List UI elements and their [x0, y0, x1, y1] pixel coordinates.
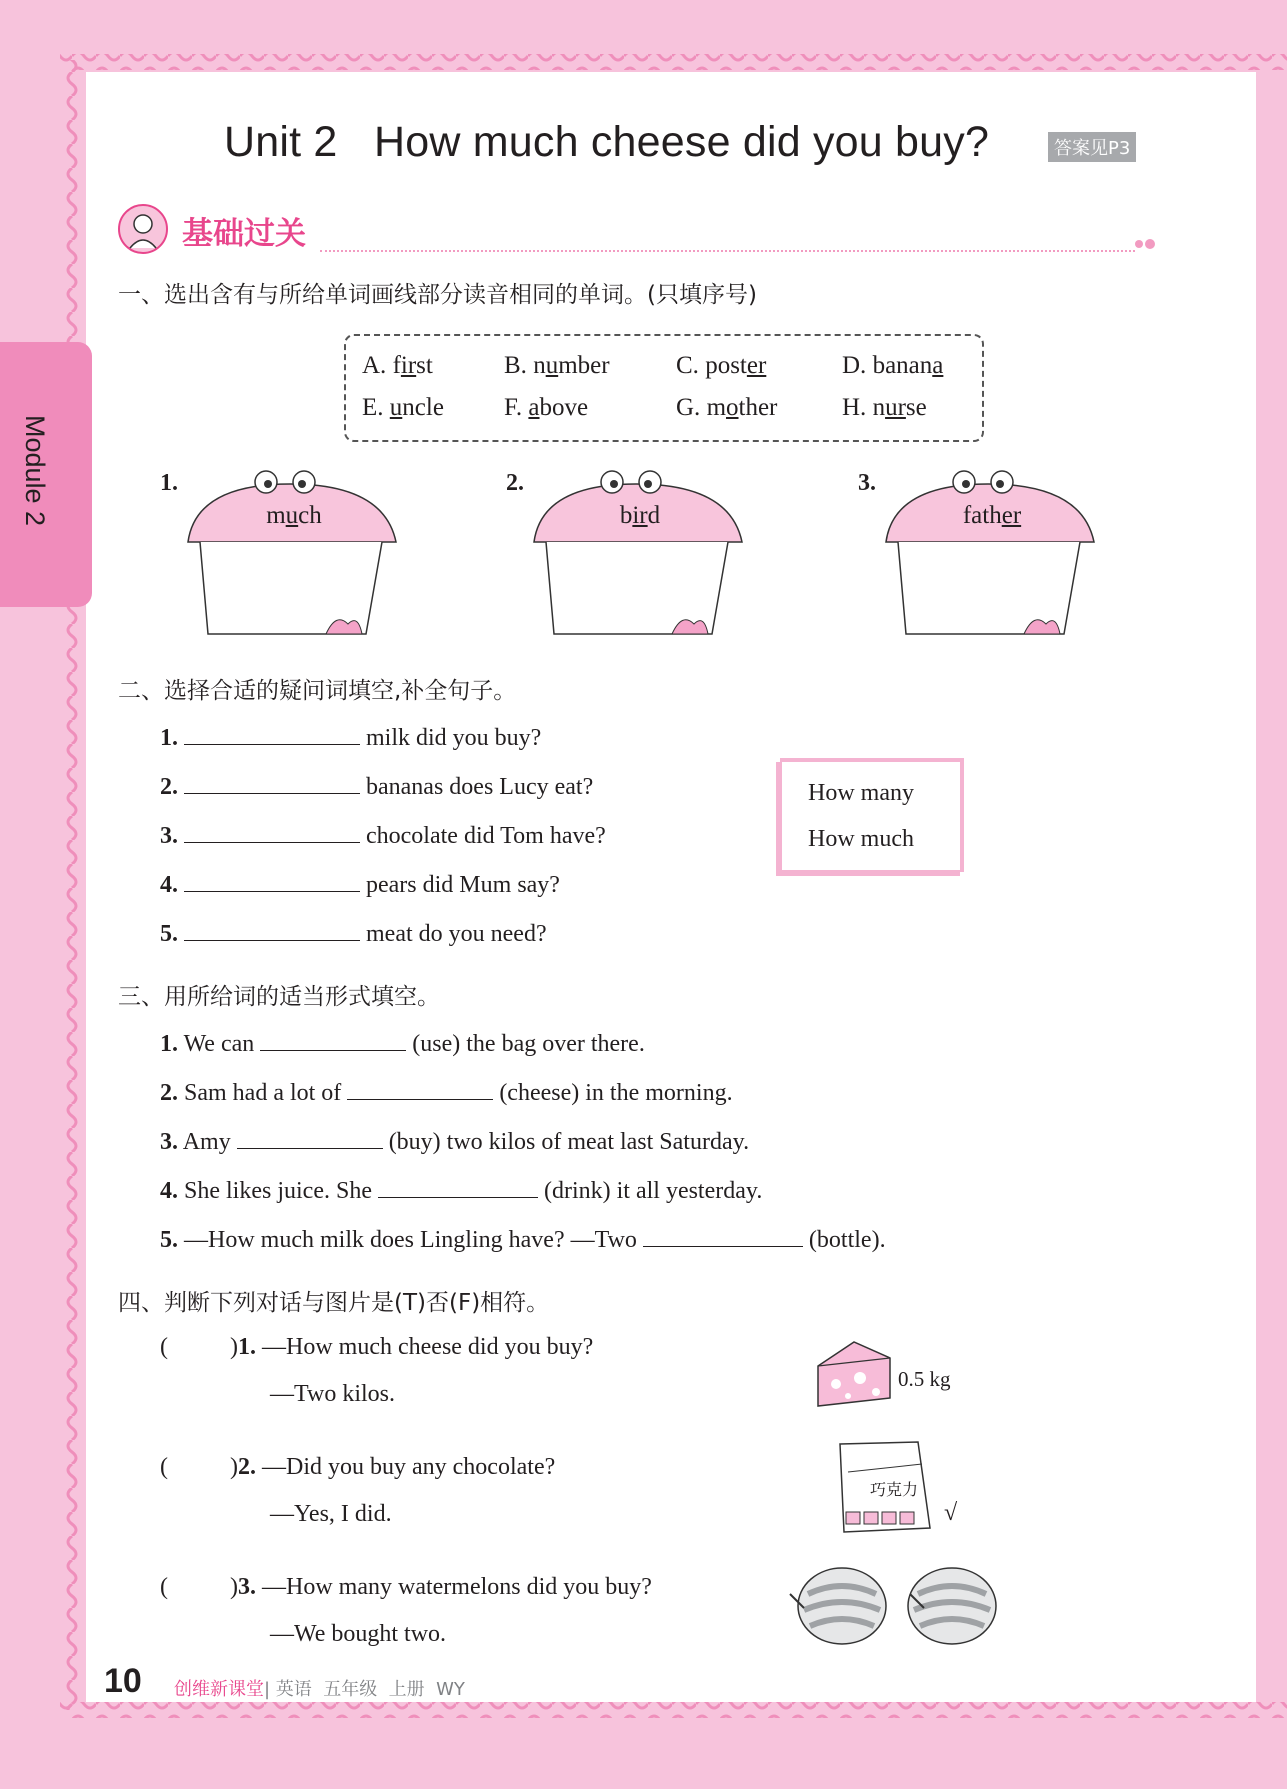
student-icon [116, 202, 170, 256]
q2-item-4: 4. pears did Mum say? [160, 869, 560, 899]
section-title: 基础过关 [182, 216, 306, 252]
option-how-much: How much [808, 826, 914, 852]
q1-item-1-number: 1. [160, 470, 178, 496]
q4-item-2-answer: —Yes, I did. [270, 1501, 392, 1527]
chocolate-label: 巧克力 [870, 1480, 919, 1499]
q4-answer-1[interactable] [174, 1332, 224, 1354]
q2-item-5: 5. meat do you need? [160, 918, 547, 948]
q4-heading: 四、判断下列对话与图片是(T)否(F)相符。 [118, 1290, 550, 1316]
q2-blank-2[interactable] [184, 771, 360, 794]
dots-decoration [1134, 236, 1158, 252]
q3-blank-1[interactable] [260, 1028, 406, 1051]
q4-answer-2[interactable] [174, 1452, 224, 1474]
q4-item-1-answer: —Two kilos. [270, 1381, 395, 1407]
q2-blank-5[interactable] [184, 918, 360, 941]
q3-blank-3[interactable] [237, 1126, 383, 1149]
basket-3 [884, 464, 1096, 640]
q2-blank-4[interactable] [184, 869, 360, 892]
choice-d: D. banana [842, 352, 944, 379]
watermelons-image [786, 1564, 1008, 1650]
choice-h: H. nurse [842, 394, 927, 421]
section-divider [320, 250, 1135, 252]
q4-item-3: ( )3. —How many watermelons did you buy? [160, 1574, 652, 1600]
word-father: father [962, 502, 1022, 529]
page-title: Unit 2 How much cheese did you buy? [224, 118, 990, 166]
word-bird: bird [619, 502, 661, 529]
word-much: much [266, 502, 322, 529]
q1-heading: 一、选出含有与所给单词画线部分读音相同的单词。(只填序号) [118, 282, 757, 308]
q4-item-3-answer: —We bought two. [270, 1621, 447, 1647]
q3-heading: 三、用所给词的适当形式填空。 [118, 984, 440, 1010]
q3-blank-5[interactable] [643, 1224, 803, 1247]
page-number: 10 [104, 1662, 142, 1700]
q4-item-1: ( )1. —How much cheese did you buy? [160, 1334, 594, 1360]
q3-item-5: 5. —How much milk does Lingling have? —Two (bottle). [160, 1224, 886, 1254]
q2-blank-1[interactable] [184, 722, 360, 745]
q3-item-4: 4. She likes juice. She (drink) it all yesterday. [160, 1175, 762, 1205]
q2-item-2: 2. bananas does Lucy eat? [160, 771, 593, 801]
q2-blank-3[interactable] [184, 820, 360, 843]
cheese-image [814, 1338, 894, 1410]
q1-choice-box [344, 334, 984, 442]
option-how-many: How many [808, 780, 914, 806]
q1-item-2-number: 2. [506, 470, 524, 496]
q1-item-3-number: 3. [858, 470, 876, 496]
choice-f: F. above [504, 394, 589, 421]
footer-text: 创维新课堂| 英语 五年级 上册 WY [174, 1679, 465, 1700]
q4-answer-3[interactable] [174, 1572, 224, 1594]
q3-item-2: 2. Sam had a lot of (cheese) in the morning. [160, 1077, 733, 1107]
q3-item-3: 3. Amy (buy) two kilos of meat last Saturday. [160, 1126, 749, 1156]
choice-b: B. number [504, 352, 610, 379]
q4-item-2: ( )2. —Did you buy any chocolate? [160, 1454, 556, 1480]
module-label: Module 2 [20, 415, 50, 527]
q2-item-1: 1. milk did you buy? [160, 722, 541, 752]
q3-item-1: 1. We can (use) the bag over there. [160, 1028, 645, 1058]
basket-2 [532, 464, 744, 640]
q2-item-3: 3. chocolate did Tom have? [160, 820, 606, 850]
basket-1 [186, 464, 398, 640]
choice-g: G. mother [676, 394, 778, 421]
cheese-weight: 0.5 kg [898, 1367, 951, 1391]
choice-c: C. poster [676, 352, 767, 379]
q3-blank-2[interactable] [347, 1077, 493, 1100]
q2-heading: 二、选择合适的疑问词填空,补全句子。 [118, 678, 517, 704]
choice-e: E. uncle [362, 394, 444, 421]
choice-a: A. first [362, 352, 433, 379]
q3-blank-4[interactable] [378, 1175, 538, 1198]
check-mark: √ [944, 1500, 958, 1526]
answer-reference-badge: 答案见P3 [1048, 132, 1136, 162]
